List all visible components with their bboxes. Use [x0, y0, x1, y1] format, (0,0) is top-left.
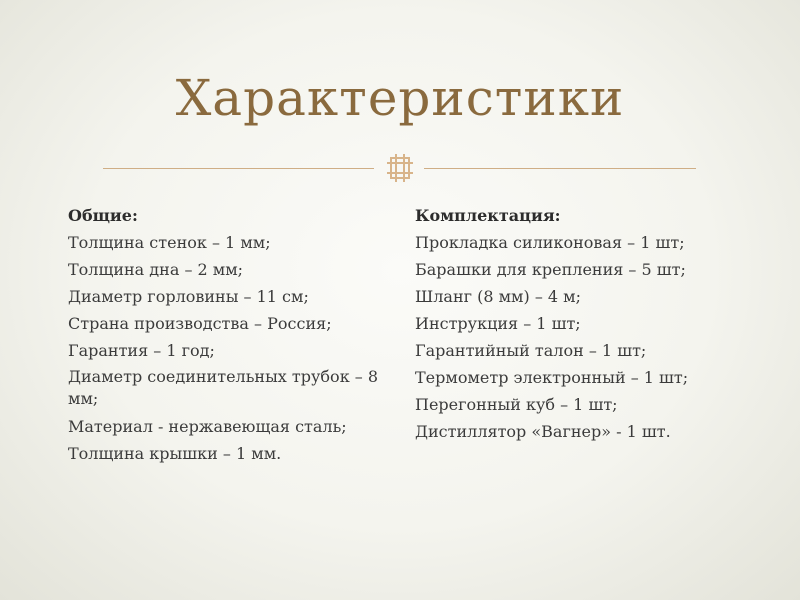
kit-item: Перегонный куб – 1 шт;: [415, 395, 618, 414]
kit-item: Инструкция – 1 шт;: [415, 314, 581, 333]
general-spec-item: Страна производства – Россия;: [68, 314, 332, 333]
general-spec-item: Толщина дна – 2 мм;: [68, 260, 244, 279]
general-specs-heading: Общие:: [68, 206, 138, 225]
general-spec-item: Диаметр горловины – 11 см;: [68, 287, 309, 306]
kit-item: Барашки для крепления – 5 шт;: [415, 260, 686, 279]
kit-contents-heading: Комплектация:: [415, 206, 561, 225]
divider-line-left: [103, 168, 374, 169]
kit-item: Прокладка силиконовая – 1 шт;: [415, 233, 685, 252]
decorative-knot-icon: [386, 152, 414, 184]
general-specs-column: [68, 202, 388, 467]
general-spec-item: Толщина крышки – 1 мм.: [68, 444, 282, 463]
slide-title: Характеристики: [175, 69, 625, 127]
general-spec-item: Материал - нержавеющая сталь;: [68, 417, 347, 436]
kit-item: Дистиллятор «Вагнер» - 1 шт.: [415, 422, 671, 441]
divider-line-right: [424, 168, 696, 169]
general-spec-item: Гарантия – 1 год;: [68, 341, 215, 360]
kit-item: Гарантийный талон – 1 шт;: [415, 341, 647, 360]
general-spec-item: Диаметр соединительных трубок – 8 мм;: [68, 367, 379, 408]
kit-contents-column: [415, 202, 735, 445]
kit-item: Термометр электронный – 1 шт;: [415, 368, 689, 387]
general-spec-item: Толщина стенок – 1 мм;: [68, 233, 271, 252]
kit-item: Шланг (8 мм) – 4 м;: [415, 287, 582, 306]
